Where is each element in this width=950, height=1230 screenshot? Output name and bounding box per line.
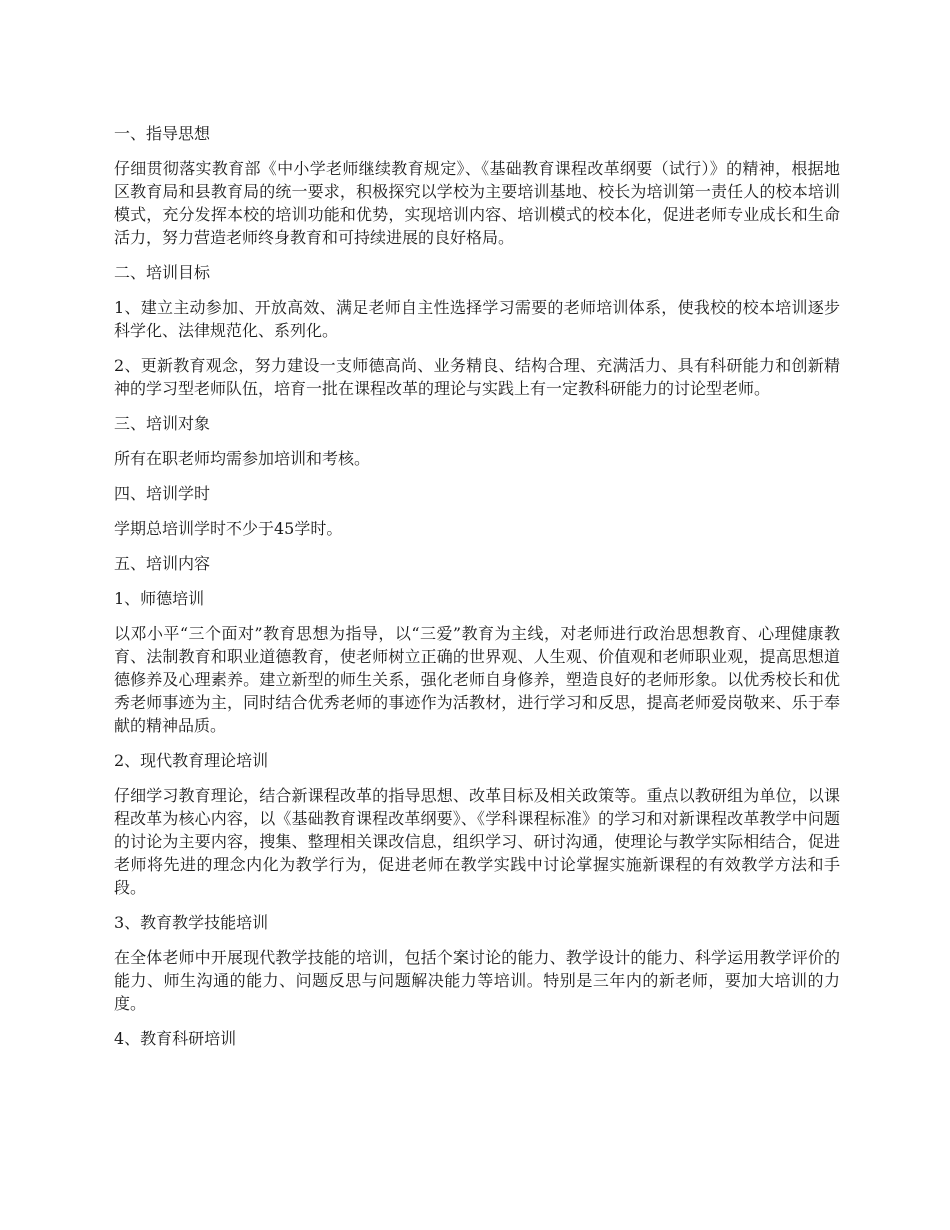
paragraph: 仔细贯彻落实教育部《中小学老师继续教育规定》、《基础教育课程改革纲要（试行）》的精神，根据地区教育局和县教育局的统一要求，积极探究以学校为主要培训基地、校长为培训第一责任人的校本培训模式，充分发挥本校的培训功能和优势，实现培训内容、培训模式的校本化，促进老师专业成长和生命活力，努力营造老师终身教育和可持续进展的良好格局。: [114, 159, 840, 247]
document-body: [114, 122, 840, 1062]
subsection-heading: 1、师德培训: [114, 589, 205, 608]
section-heading: 一、指导思想: [114, 124, 211, 143]
section-heading: 三、培训对象: [114, 414, 211, 433]
subsection-heading: 2、现代教育理论培训: [114, 751, 269, 770]
subsection-heading: 4、教育科研培训: [114, 1029, 237, 1048]
paragraph: 在全体老师中开展现代教学技能的培训，包括个案讨论的能力、教学设计的能力、科学运用教学评价的能力、师生沟通的能力、问题反思与问题解决能力等培训。特别是三年内的新老师，要加大培训的力度。: [114, 948, 840, 1013]
paragraph: 学期总培训学时不少于45学时。: [114, 519, 343, 538]
section-heading: 二、培训目标: [114, 263, 211, 282]
paragraph: 所有在职老师均需参加培训和考核。: [114, 449, 371, 468]
paragraph: 1、建立主动参加、开放高效、满足老师自主性选择学习需要的老师培训体系，使我校的校本培训逐步科学化、法律规范化、系列化。: [114, 298, 840, 340]
section-heading: 四、培训学时: [114, 484, 211, 503]
paragraph: 2、更新教育观念，努力建设一支师德高尚、业务精良、结构合理、充满活力、具有科研能力和创新精神的学习型老师队伍，培育一批在课程改革的理论与实践上有一定教科研能力的讨论型老师。: [114, 356, 840, 398]
paragraph: 以邓小平“三个面对”教育思想为指导，以“三爱”教育为主线，对老师进行政治思想教育、心理健康教育、法制教育和职业道德教育，使老师树立正确的世界观、人生观、价值观和老师职业观，提高思想道德修养及心理素养。建立新型的师生关系，强化老师自身修养，塑造良好的老师形象。以优秀校长和优秀老师事迹为主，同时结合优秀老师的事迹作为活教材，进行学习和反思，提高老师爱岗敬来、乐于奉献的精神品质。: [114, 624, 840, 735]
paragraph: 仔细学习教育理论，结合新课程改革的指导思想、改革目标及相关政策等。重点以教研组为单位，以课程改革为核心内容，以《基础教育课程改革纲要》、《学科课程标准》的学习和对新课程改革教学中问题的讨论为主要内容，搜集、整理相关课改信息，组织学习、研讨沟通，使理论与教学实际相结合，促进老师将先进的理念内化为教学行为，促进老师在教学实践中讨论掌握实施新课程的有效教学方法和手段。: [114, 786, 840, 897]
subsection-heading: 3、教育教学技能培训: [114, 913, 269, 932]
section-heading: 五、培训内容: [114, 554, 211, 573]
